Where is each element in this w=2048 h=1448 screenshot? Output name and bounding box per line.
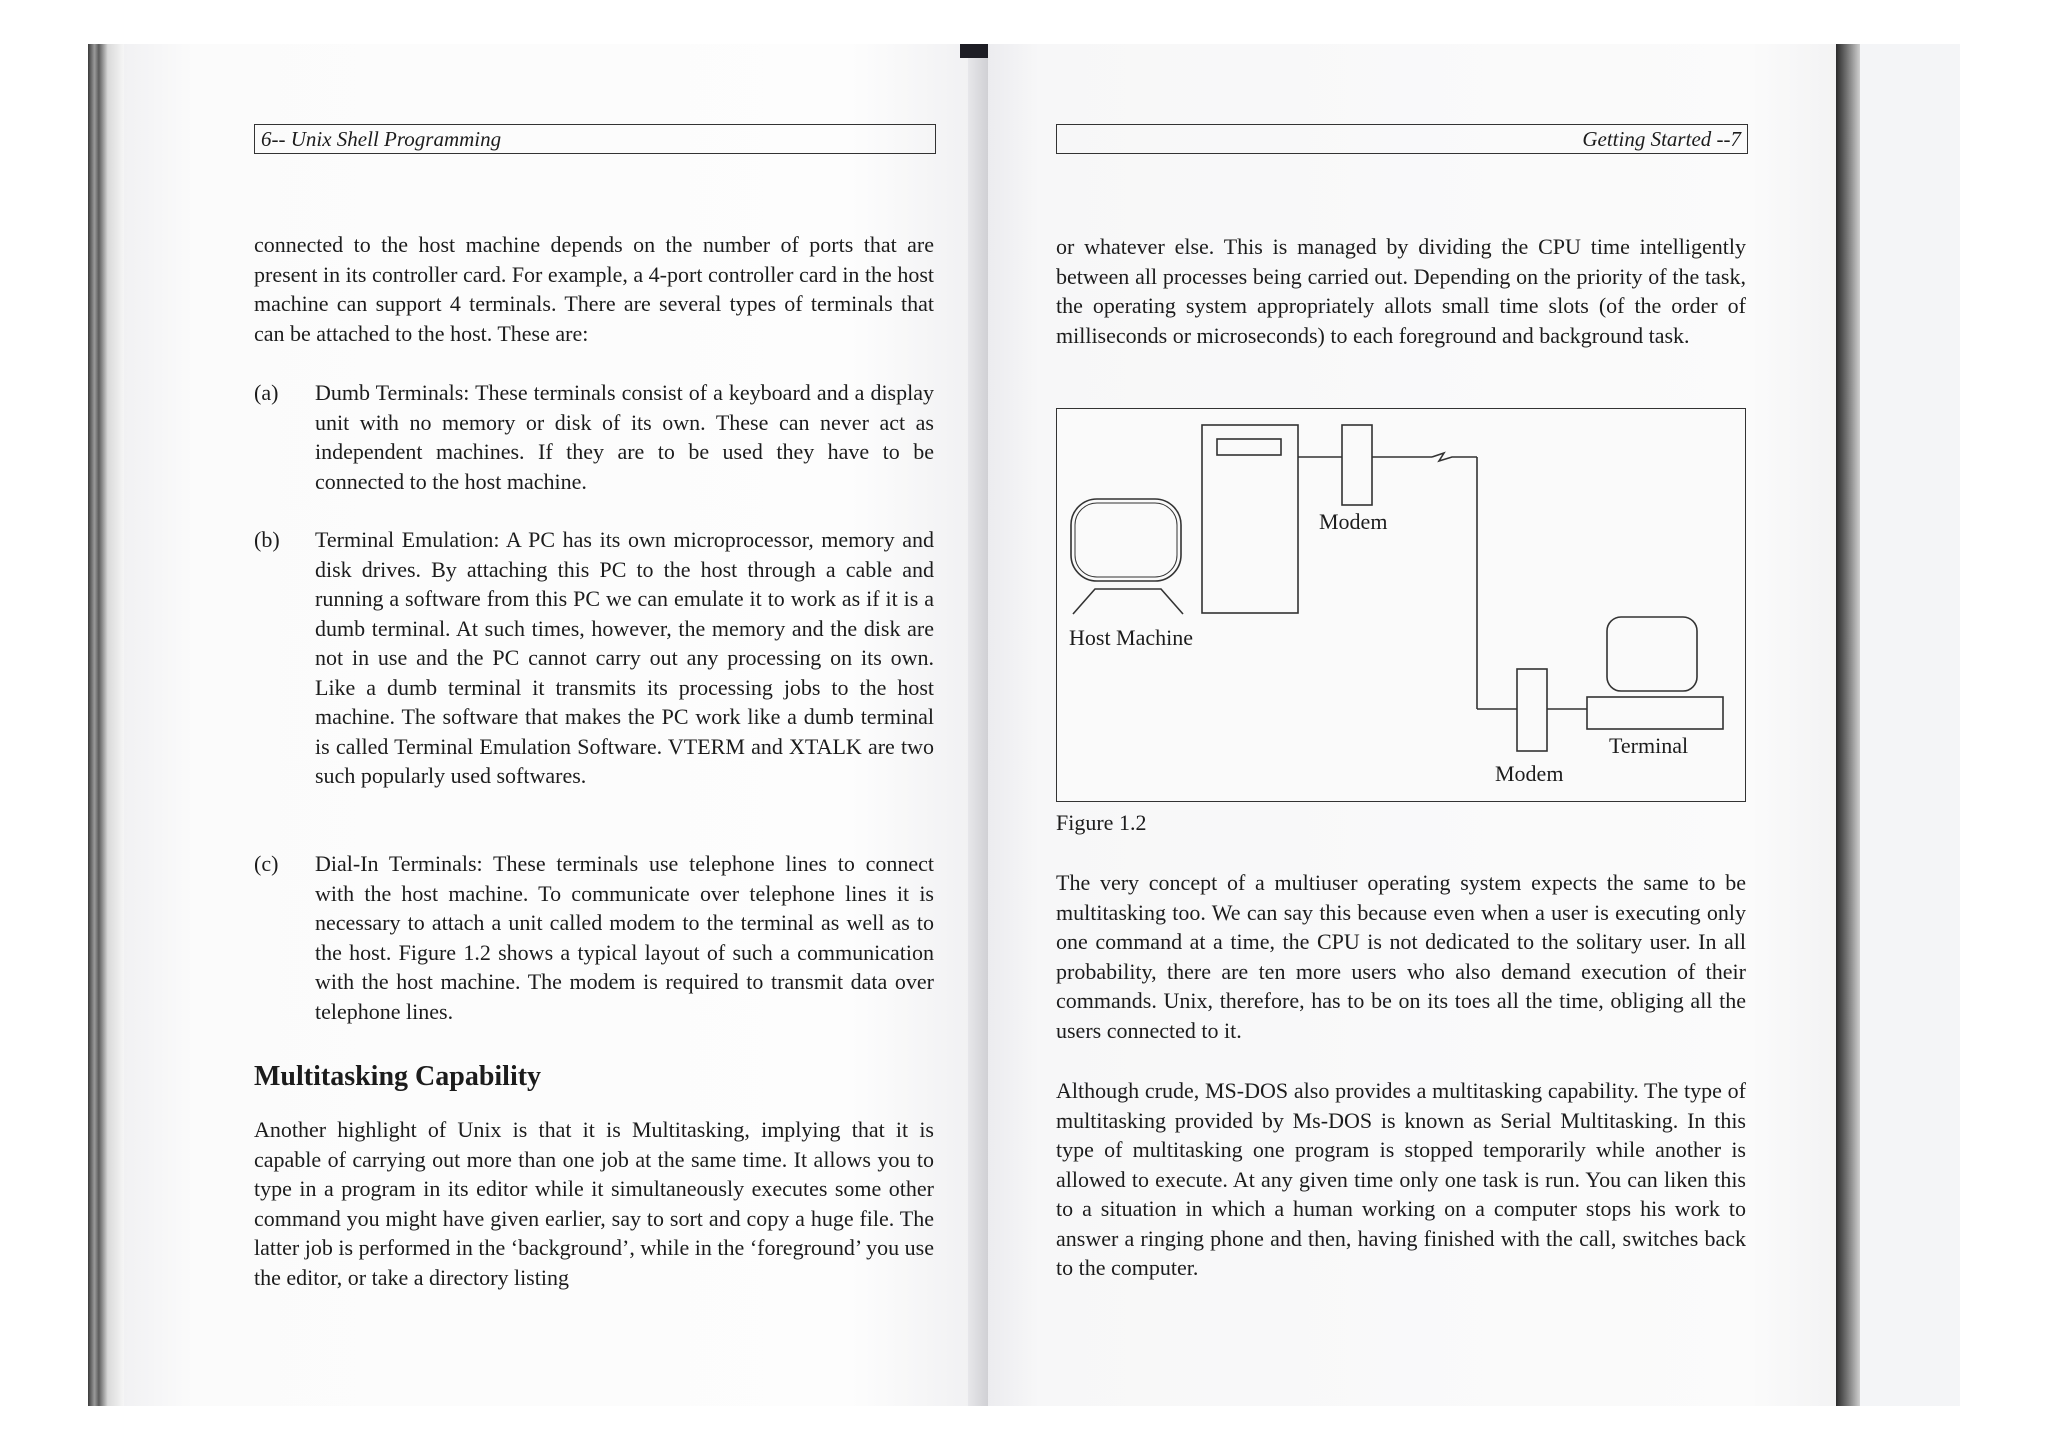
host-monitor-icon bbox=[1071, 499, 1181, 581]
item-text-c: Dial-In Terminals: These terminals use telephone lines to connect with the host machine. To communicate over telephone lines it is necessary to attach a unit called modem to the terminal as well as to the host. Figure 1.2 shows a typical layout of such a communication with the host machine. The modem is required to transmit data over telephone lines. bbox=[315, 851, 934, 1024]
figure-diagram bbox=[1056, 408, 1746, 802]
left-closing-paragraph: Another highlight of Unix is that it is Multitasking, implying that it is capable of carrying out more than one job at the same time. It allows you to type in a program in its editor while it simultaneously executes some other command you might have given earlier, say to sort and copy a huge file. The latter job is performed in the ‘background’, while in the ‘foreground’ you use the editor, or take a directory listing bbox=[254, 1117, 934, 1290]
right-page-header bbox=[1056, 124, 1748, 154]
right-header-text: Getting Started --7 bbox=[1582, 127, 1741, 151]
left-page-header bbox=[254, 124, 936, 154]
left-header-text: 6-- Unix Shell Programming bbox=[261, 127, 502, 151]
book-left-edge bbox=[88, 44, 124, 1406]
right-intro-paragraph: or whatever else. This is managed by dividing the CPU time intelligently between all processes being carried out. Depending on the priority of the task, the operating system appropriately allots small time slots (of the order of milliseconds or microseconds) to each foreground and background task. bbox=[1056, 234, 1746, 348]
background-margin bbox=[1860, 44, 1960, 1406]
bottom-modem-icon bbox=[1517, 669, 1547, 751]
book-right-edge bbox=[1836, 44, 1860, 1406]
right-paragraph-2: Although crude, MS-DOS also provides a multitasking capability. The type of multitasking provided by Ms-DOS is known as Serial Multitasking. In this type of multitasking one program is stopped temporarily while another is allowed to execute. At any given time only one task is run. You can liken this to a situation in which a human working on a computer stops his work to answer a ringing phone and then, having finished with the call, switches back to the computer. bbox=[1056, 1078, 1746, 1280]
host-keyboard-icon bbox=[1073, 589, 1183, 614]
terminal-monitor-icon bbox=[1607, 617, 1697, 691]
top-modem-icon bbox=[1342, 425, 1372, 505]
item-label-c: (c) bbox=[254, 851, 279, 876]
book-spine bbox=[968, 44, 988, 1406]
terminal-keyboard-icon bbox=[1587, 697, 1723, 729]
host-machine-label: Host Machine bbox=[1069, 625, 1194, 650]
left-intro-paragraph: connected to the host machine depends on the number of ports that are present in its controller card. For example, a 4-port controller card in the host machine can support 4 terminals. There are several types of terminals that can be attached to the host. These are: bbox=[254, 232, 934, 346]
modem-bottom-label: Modem bbox=[1495, 761, 1564, 786]
section-heading: Multitasking Capability bbox=[254, 1061, 542, 1092]
modem-top-label: Modem bbox=[1319, 509, 1388, 534]
terminal-label: Terminal bbox=[1609, 733, 1689, 758]
right-paragraph-1: The very concept of a multiuser operating system expects the same to be multitasking too. We can say this because even when a user is executing only one command at a time, the CPU is not dedicated to the solitary user. In all probability, there are ten more users who also demand execution of their commands. Unix, therefore, has to be on its toes all the time, obliging all the users connected to it. bbox=[1056, 870, 1746, 1043]
item-text-b: Terminal Emulation: A PC has its own microprocessor, memory and disk drives. By attaching this PC to the host through a cable and running a software from this PC we can emulate it to work as if it is a dumb terminal. At such times, however, the memory and the disk are not in use and the PC cannot carry out any processing on its own. Like a dumb terminal it transmits its processing jobs to the host machine. The software that makes the PC work like a dumb terminal is called Terminal Emulation Software. VTERM and XTALK are two such popularly used softwares. bbox=[315, 527, 934, 788]
item-text-a: Dumb Terminals: These terminals consist of a keyboard and a display unit with no memory or disk of its own. These can never act as independent machines. If they are to be used they have to be connected to the host machine. bbox=[315, 380, 934, 494]
item-label-a: (a) bbox=[254, 380, 279, 405]
figure-caption: Figure 1.2 bbox=[1056, 810, 1147, 835]
item-label-b: (b) bbox=[254, 527, 280, 552]
